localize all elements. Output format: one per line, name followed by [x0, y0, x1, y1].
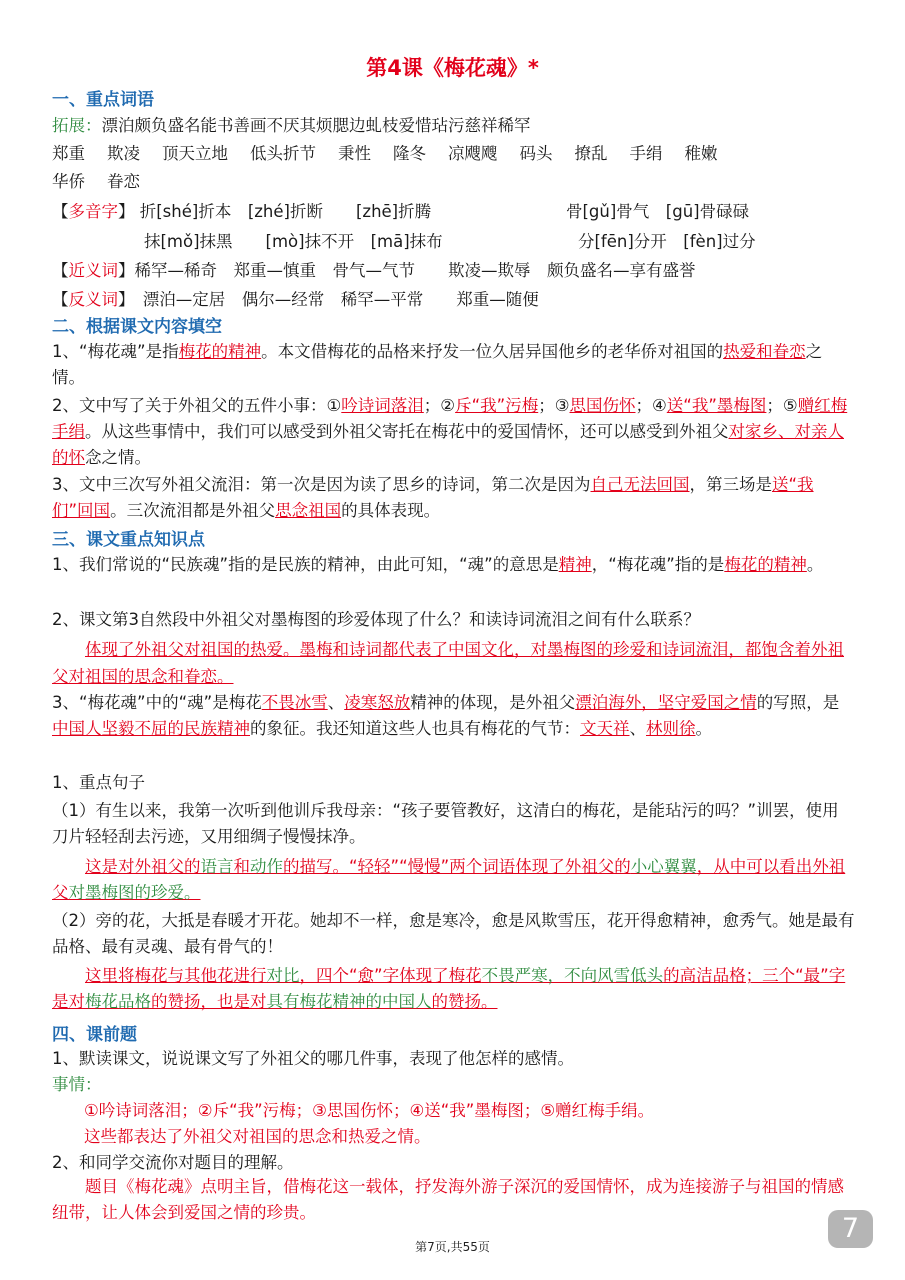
polyphone-label: 多音字 [68, 202, 118, 221]
section-heading-pre-class: 四、课前题 [52, 1025, 137, 1045]
word-r2-7: 码头 [519, 144, 553, 163]
word-r2-2: 顶天立地 [162, 144, 228, 163]
synonyms-text: 稀罕—稀奇 郑重—慎重 骨气—气节 欺凌—欺辱 颇负盛名—享有盛誉 [134, 261, 696, 280]
pre-question-2-answer: 题目《梅花魂》点明主旨，借梅花这一载体，抒发海外游子深沉的爱国情怀，成为连接游子与祖国的情感纽带，让人体会到爱国之情的珍贵。 [52, 1177, 844, 1222]
synonyms-label: 近义词 [68, 261, 118, 280]
fill-question-1: 1、“梅花魂”是指梅花的精神。本文借梅花的品格来抒发一位久居异国他乡的老华侨对祖国的热爱和眷恋之情。 [52, 342, 823, 387]
key-sentence-1: （1）有生以来，我第一次听到他训斥我母亲：“孩子要管教好，这清白的梅花，是能玷污的吗？”训罢，使用刀片轻轻刮去污迹，又用细绸子慢慢抹净。 [52, 801, 839, 846]
feeling-text: 这些都表达了外祖父对祖国的思念和热爱之情。 [84, 1127, 431, 1146]
word-r1-1: 颇负盛名 [134, 116, 201, 135]
word-r2-0: 郑重 [52, 144, 85, 163]
section-heading-fill-blank: 二、根据课文内容填空 [52, 317, 222, 337]
word-r1-4: 腮边 [332, 116, 366, 135]
antonyms-text: 漂泊—定居 偶尔—经常 稀罕—平常 郑重—随便 [126, 290, 539, 309]
word-r1-5: 虬枝 [365, 116, 399, 135]
synonyms-row: 【近义词】稀罕—稀奇 郑重—慎重 骨气—气节 欺凌—欺辱 颇负盛名—享有盛誉 [52, 261, 696, 280]
page-title: 第4课《梅花魂》* [366, 56, 539, 80]
polyphone-row-1: 【多音字】 折[shé]折本 [zhé]折断 [zhē]折腾 [52, 202, 432, 221]
fill-question-2: 2、文中写了关于外祖父的五件小事：①吟诗词落泪；②斥“我”污梅；③思国伤怀；④送“我”墨梅图；⑤赠红梅手绢。从这些事情中，我们可以感受到外祖父寄托在梅花中的爱国情怀，还可以感受到外祖父对家乡、对亲人的怀念之情。 [52, 396, 848, 467]
word-r2-8: 撩乱 [574, 144, 608, 163]
word-r3-1: 眷恋 [107, 172, 140, 191]
antonyms-row: 【反义词】 漂泊—定居 偶尔—经常 稀罕—平常 郑重—随便 [52, 290, 539, 309]
word-r1-6: 爱惜 [398, 116, 432, 135]
key-sentences-title: 1、重点句子 [52, 773, 145, 792]
word-r2-4: 秉性 [338, 144, 371, 163]
key-sentence-2: （2）旁的花，大抵是春暖才开花。她却不一样，愈是寒冷，愈是风欺雪压，花开得愈精神，愈秀气。她是最有品格、最有灵魂、最有骨气的！ [52, 911, 855, 956]
section-heading-knowledge: 三、课文重点知识点 [52, 530, 205, 550]
word-r1-0: 漂泊 [101, 116, 135, 135]
antonyms-label: 反义词 [68, 290, 118, 309]
word-r1-8: 慈祥 [464, 116, 498, 135]
expand-label: 拓展： [52, 116, 102, 135]
polyphone-gu: 骨[gǔ]骨气 [gū]骨碌碌 [566, 202, 750, 221]
page-footer: 第7页,共55页 [415, 1240, 490, 1254]
word-r3-0: 华侨 [52, 172, 85, 191]
word-r1-3: 不厌其烦 [266, 116, 333, 135]
word-r1-9: 稀罕 [497, 116, 531, 135]
word-r2-10: 稚嫩 [684, 144, 718, 163]
word-r1-7: 玷污 [431, 116, 465, 135]
word-r2-6: 凉飕飕 [448, 144, 498, 163]
knowledge-1: 1、我们常说的“民族魂”指的是民族的精神，由此可知，“魂”的意思是精神，“梅花魂”指的是梅花的精神。 [52, 555, 824, 574]
knowledge-3: 3、“梅花魂”中的“魂”是梅花不畏冰雪、凌寒怒放精神的体现，是外祖父漂泊海外，坚守爱国之情的写照，是中国人坚毅不屈的民族精神的象征。我还知道这些人也具有梅花的气节：文天祥、林则徐。 [52, 693, 840, 738]
word-r1-2: 能书善画 [200, 116, 267, 135]
key-sentence-1-analysis: 这是对外祖父的语言和动作的描写。“轻轻”“慢慢”两个词语体现了外祖父的小心翼翼，从中可以看出外祖父对墨梅图的珍爱。 [52, 857, 846, 902]
events-list: ①吟诗词落泪；②斥“我”污梅；③思国伤怀；④送“我”墨梅图；⑤赠红梅手绢。 [84, 1101, 655, 1120]
word-r2-3: 低头折节 [250, 144, 316, 163]
events-label: 事情： [52, 1075, 102, 1094]
polyphone-zhe: 折[shé]折本 [zhé]折断 [zhē]折腾 [139, 202, 432, 221]
fill-question-3: 3、文中三次写外祖父流泪：第一次是因为读了思乡的诗词，第二次是因为自己无法回国，第三场是送“我们”回国。三次流泪都是外祖父思念祖国的具体表现。 [52, 475, 814, 520]
knowledge-2-answer: 体现了外祖父对祖国的热爱。墨梅和诗词都代表了中国文化，对墨梅图的珍爱和诗词流泪，都饱含着外祖父对祖国的思念和眷恋。 [52, 640, 844, 686]
section-heading-key-words: 一、重点词语 [52, 90, 154, 110]
polyphone-fen: 分[fēn]分开 [fèn]过分 [578, 232, 756, 251]
word-r2-9: 手绢 [629, 144, 663, 163]
page-number-badge[interactable]: 7 [828, 1210, 873, 1248]
pre-question-1: 1、默读课文，说说课文写了外祖父的哪几件事，表现了他怎样的感情。 [52, 1049, 574, 1068]
key-sentence-2-analysis: 这里将梅花与其他花进行对比，四个“愈”字体现了梅花不畏严寒，不向风雪低头的高洁品格；三个“最”字是对梅花品格的赞扬，也是对具有梅花精神的中国人的赞扬。 [52, 966, 846, 1011]
pre-question-2: 2、和同学交流你对题目的理解。 [52, 1153, 294, 1172]
polyphone-mo: 抹[mǒ]抹黑 [mò]抹不开 [mā]抹布 [144, 232, 443, 251]
words-row-1 [52, 112, 553, 136]
word-r2-5: 隆冬 [393, 144, 426, 163]
words-row-3 [52, 168, 162, 192]
words-row-2 [52, 140, 740, 164]
knowledge-2-question: 2、课文第3自然段中外祖父对墨梅图的珍爱体现了什么？和读诗词流泪之间有什么联系？ [52, 610, 700, 629]
word-r2-1: 欺凌 [107, 144, 140, 163]
